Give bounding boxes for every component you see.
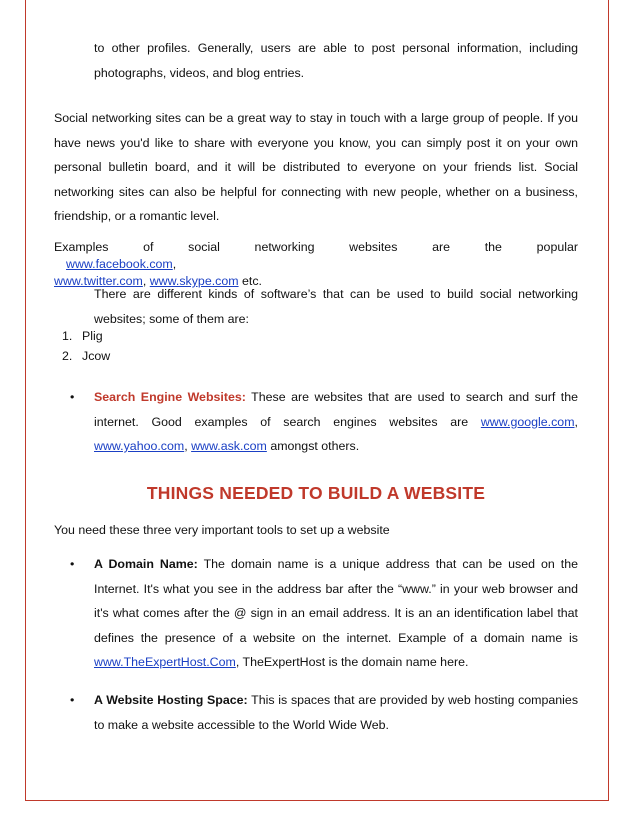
intro-line: You need these three very important tools to set up a website (54, 523, 390, 537)
search-engines-title: Search Engine Websites: (94, 390, 246, 404)
examples-prefix: Examples of social networking websites are the popular (54, 240, 578, 254)
hosting-text (94, 688, 578, 737)
hosting-title: A Website Hosting Space: (94, 693, 248, 707)
domain-name-title: A Domain Name: (94, 557, 198, 571)
facebook-link[interactable]: www.facebook.com (66, 257, 173, 271)
top-line-1: to other profiles. Generally, users are able to post personal information, including (94, 41, 578, 55)
search-engines-suffix: amongst others. (270, 439, 360, 453)
bullet-icon: • (70, 693, 75, 707)
hosting-item (54, 688, 578, 737)
examples-suffix: etc. (242, 274, 262, 288)
domain-name-suffix: , TheExpertHost is the domain name here. (235, 655, 469, 669)
list-number: 2. (62, 349, 73, 363)
expert-host-link[interactable]: www.TheExpertHost.Com (94, 655, 236, 669)
list-number: 1. (62, 329, 73, 343)
bullet-icon: • (70, 390, 75, 404)
top-line-2: photographs, videos, and blog entries. (94, 65, 305, 80)
list-item (62, 346, 462, 366)
domain-name-text (94, 552, 578, 675)
domain-name-body: The domain name is a unique address that can be used on the Internet. It's what you see in the address bar after the “www.” in your web browser and it's what comes after the @ sign in an email address. It is an an identification label that defines the presence of a website on the internet. Example of a domain name is (94, 557, 579, 645)
yahoo-link[interactable]: www.yahoo.com (94, 439, 185, 453)
social-paragraph: Social networking sites can be a great way to stay in touch with a large group of people. If you have news you'd like to share with everyone you know, you can simply post it on your own personal bulletin board, and it will be distributed to everyone on your friends list. Social networking sites can also be helpful for connecting with new people, whether on a business, friendship, or a romantic level. (54, 111, 578, 224)
skype-link[interactable]: www.skype.com (149, 274, 239, 288)
software-list (62, 326, 462, 366)
domain-name-item (54, 552, 578, 675)
hosting-body: This is spaces that are provided by web hosting companies to make a website accessible to the World Wide Web. (94, 693, 579, 732)
list-label: Jcow (82, 349, 111, 363)
list-label: Plig (82, 329, 103, 343)
google-link[interactable]: www.google.com (480, 414, 575, 429)
list-item (62, 326, 462, 346)
bullet-icon: • (70, 557, 75, 571)
ask-link[interactable]: www.ask.com (191, 439, 267, 453)
section-heading: THINGS NEEDED TO BUILD A WEBSITE (146, 483, 486, 503)
search-engines-body: These are websites that are used to search and surf the internet. Good examples of search engines websites are (94, 390, 579, 429)
examples-sep-2: , (142, 274, 147, 288)
examples-sep-1: , (172, 257, 177, 271)
twitter-link[interactable]: www.twitter.com (54, 274, 143, 288)
search-engines-text: Search Engine Websites: These are websites that are used to search and surf the internet. Good examples of search engines websites are www.google.com, www.yahoo.com, www.ask.com amongst others. (94, 390, 579, 453)
software-paragraph: There are different kinds of software’s that can be used to build social networking websites; some of them are: (94, 287, 578, 326)
top-paragraph (54, 36, 578, 85)
search-engines-item (54, 385, 578, 459)
